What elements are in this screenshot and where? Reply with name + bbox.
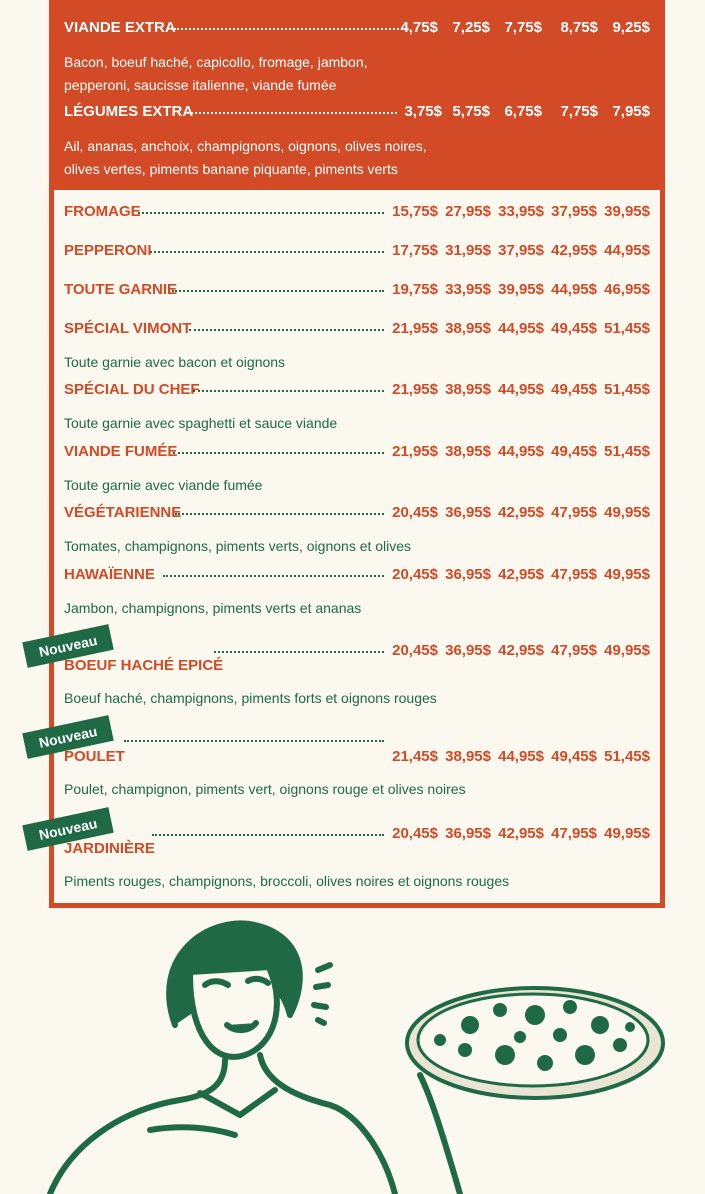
item-name: LÉGUMES EXTRA xyxy=(64,103,194,120)
extra-row-legumes xyxy=(64,101,650,123)
price-1: 21,95$ xyxy=(392,443,438,460)
pizza-row-special-du-chef xyxy=(64,379,650,401)
pizza-name: SPÉCIAL VIMONT xyxy=(64,320,192,337)
price-2: 27,95$ xyxy=(445,203,491,220)
price-4: 7,75$ xyxy=(560,103,598,120)
price-3: 33,95$ xyxy=(498,203,544,220)
pizza-row-viande-fumee xyxy=(64,441,650,463)
pizza-row-toute-garnie xyxy=(64,279,650,301)
price-4: 37,95$ xyxy=(551,203,597,220)
pizza-desc: Boeuf haché, champignons, piments forts et oignons rouges xyxy=(64,690,437,706)
pizza-desc: Toute garnie avec spaghetti et sauce viande xyxy=(64,415,338,431)
price-3: 42,95$ xyxy=(498,642,544,659)
pizza-name: TOUTE GARNIE xyxy=(64,281,178,298)
extra-desc-line-1: Ail, ananas, anchoix, champignons, oignons, olives noires, xyxy=(64,138,427,154)
price-1: 15,75$ xyxy=(392,203,438,220)
price-3: 42,95$ xyxy=(498,566,544,583)
extras-section xyxy=(49,0,665,190)
chef-woman-with-pizza-icon xyxy=(0,915,705,1194)
dot-leader xyxy=(175,513,384,515)
price-5: 51,45$ xyxy=(604,381,650,398)
dot-leader xyxy=(172,290,384,292)
price-2: 5,75$ xyxy=(452,103,490,120)
price-2: 38,95$ xyxy=(445,320,491,337)
price-1: 17,75$ xyxy=(392,242,438,259)
price-1: 20,45$ xyxy=(392,504,438,521)
price-2: 31,95$ xyxy=(445,242,491,259)
price-2: 36,95$ xyxy=(445,642,491,659)
price-4: 49,45$ xyxy=(551,381,597,398)
pizza-row-hawaienne xyxy=(64,564,650,586)
price-3: 44,95$ xyxy=(498,320,544,337)
price-1: 21,95$ xyxy=(392,320,438,337)
dot-leader xyxy=(193,390,384,392)
price-4: 49,45$ xyxy=(551,320,597,337)
price-3: 44,95$ xyxy=(498,381,544,398)
price-5: 49,95$ xyxy=(604,825,650,842)
price-1: 19,75$ xyxy=(392,281,438,298)
nouveau-badge: Nouveau xyxy=(22,807,113,851)
pizza-desc: Toute garnie avec bacon et oignons xyxy=(64,354,286,370)
dot-leader xyxy=(138,212,384,214)
pizza-name: PEPPERONI xyxy=(64,242,152,259)
pizza-desc: Piments rouges, champignons, broccoli, olives noires et oignons rouges xyxy=(64,873,510,889)
pizza-name: POULET xyxy=(64,748,125,765)
extra-desc-line-2: olives vertes, piments banane piquante, piments verts xyxy=(64,161,398,177)
price-1: 20,45$ xyxy=(392,566,438,583)
price-5: 39,95$ xyxy=(604,203,650,220)
dot-leader xyxy=(174,28,406,30)
price-3: 37,95$ xyxy=(498,242,544,259)
price-2: 36,95$ xyxy=(445,825,491,842)
price-1: 20,45$ xyxy=(392,825,438,842)
pizza-name: SPÉCIAL DU CHEF xyxy=(64,381,200,398)
price-2: 36,95$ xyxy=(445,504,491,521)
dot-leader xyxy=(124,740,384,742)
price-5: 51,45$ xyxy=(604,443,650,460)
price-5: 49,95$ xyxy=(604,504,650,521)
pizza-row-jardiniere xyxy=(64,823,650,857)
dot-leader xyxy=(150,251,384,253)
price-4: 47,95$ xyxy=(551,825,597,842)
pizza-row-boeuf-hache-epice xyxy=(64,640,650,674)
nouveau-badge: Nouveau xyxy=(22,624,113,668)
price-5: 46,95$ xyxy=(604,281,650,298)
price-4: 47,95$ xyxy=(551,566,597,583)
dot-leader xyxy=(152,834,384,836)
pizza-name: HAWAÏENNE xyxy=(64,566,155,583)
price-5: 51,45$ xyxy=(604,748,650,765)
price-3: 44,95$ xyxy=(498,748,544,765)
pizza-name: VÉGÉTARIENNE xyxy=(64,504,182,521)
price-2: 36,95$ xyxy=(445,566,491,583)
price-4: 42,95$ xyxy=(551,242,597,259)
dot-leader xyxy=(173,452,384,454)
price-4: 47,95$ xyxy=(551,642,597,659)
price-3: 39,95$ xyxy=(498,281,544,298)
price-5: 49,95$ xyxy=(604,566,650,583)
dot-leader xyxy=(214,651,384,653)
price-5: 49,95$ xyxy=(604,642,650,659)
price-4: 49,45$ xyxy=(551,443,597,460)
price-3: 7,75$ xyxy=(504,19,542,36)
item-name: VIANDE EXTRA xyxy=(64,19,176,36)
extra-desc-line-2: pepperoni, saucisse italienne, viande fumée xyxy=(64,77,337,93)
price-4: 44,95$ xyxy=(551,281,597,298)
price-3: 6,75$ xyxy=(504,103,542,120)
price-4: 49,45$ xyxy=(551,748,597,765)
nouveau-badge: Nouveau xyxy=(22,715,113,759)
pizza-row-pepperoni xyxy=(64,240,650,262)
price-5: 9,25$ xyxy=(612,19,650,36)
price-2: 7,25$ xyxy=(452,19,490,36)
extra-row-viande xyxy=(64,17,650,39)
price-3: 44,95$ xyxy=(498,443,544,460)
price-2: 38,95$ xyxy=(445,381,491,398)
dot-leader xyxy=(189,329,384,331)
price-2: 33,95$ xyxy=(445,281,491,298)
price-1: 20,45$ xyxy=(392,642,438,659)
price-5: 44,95$ xyxy=(604,242,650,259)
pizza-desc: Jambon, champignons, piments verts et ananas xyxy=(64,600,362,616)
price-3: 42,95$ xyxy=(498,825,544,842)
pizza-desc: Toute garnie avec viande fumée xyxy=(64,477,263,493)
price-2: 38,95$ xyxy=(445,443,491,460)
pizza-list-panel xyxy=(54,190,660,903)
pizza-name: VIANDE FUMÉE xyxy=(64,443,178,460)
extra-desc-line-1: Bacon, boeuf haché, capicollo, fromage, jambon, xyxy=(64,54,368,70)
pizza-name: JARDINIÈRE xyxy=(64,840,155,857)
price-4: 47,95$ xyxy=(551,504,597,521)
pizza-row-vegetarienne xyxy=(64,502,650,524)
price-1: 4,75$ xyxy=(400,19,438,36)
dot-leader xyxy=(163,575,384,577)
pizza-row-fromage xyxy=(64,201,650,223)
price-5: 51,45$ xyxy=(604,320,650,337)
price-3: 42,95$ xyxy=(498,504,544,521)
price-1: 3,75$ xyxy=(404,103,442,120)
price-1: 21,45$ xyxy=(392,748,438,765)
pizza-name: FROMAGE xyxy=(64,203,141,220)
pizza-desc: Poulet, champignon, piments vert, oignons rouge et olives noires xyxy=(64,781,466,797)
pizza-row-poulet xyxy=(64,746,650,768)
menu-board xyxy=(49,0,665,908)
price-2: 38,95$ xyxy=(445,748,491,765)
price-5: 7,95$ xyxy=(612,103,650,120)
pizza-name: BOEUF HACHÉ EPICÉ xyxy=(64,657,224,674)
pizza-desc: Tomates, champignons, piments verts, oignons et olives xyxy=(64,538,412,554)
price-4: 8,75$ xyxy=(560,19,598,36)
dot-leader xyxy=(187,112,397,114)
price-1: 21,95$ xyxy=(392,381,438,398)
pizza-row-special-vimont xyxy=(64,318,650,340)
